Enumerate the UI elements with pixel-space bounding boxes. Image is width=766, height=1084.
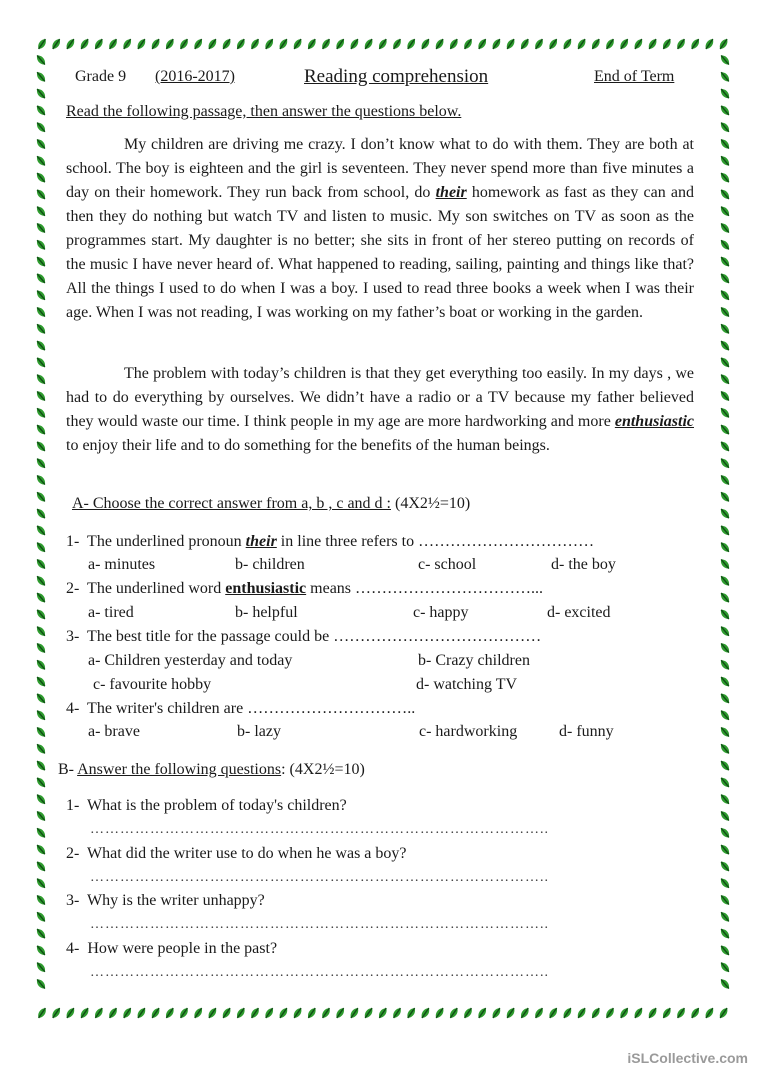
- leaf-ornament: [35, 524, 47, 537]
- leaf-ornament: [107, 37, 119, 50]
- leaf-ornament: [35, 457, 47, 470]
- leaf-ornament: [590, 37, 602, 50]
- question-number: 4-: [66, 940, 80, 957]
- q4-option-b[interactable]: b- lazy: [237, 723, 281, 740]
- leaf-ornament: [35, 893, 47, 906]
- leaf-ornament: [278, 37, 290, 50]
- leaf-ornament: [618, 37, 630, 50]
- leaf-ornament: [604, 37, 616, 50]
- leaf-ornament: [647, 37, 659, 50]
- leaf-ornament: [719, 692, 731, 705]
- leaf-ornament: [377, 1006, 389, 1019]
- leaf-ornament: [221, 37, 233, 50]
- question-4: [66, 700, 415, 718]
- p1-text-b: homework as fast as they can and then they do nothing but watch TV and listen to music. My son switches on TV as soon as the programmes start. My daughter is no better; she sits in front of her stereo putting on records of the music I have never heard of. What happened to reading, sailing, painting and things like that? All the things I used to do when I was a boy. I used to read three books a week when I was their age. When I was not reading, I was working on my father’s boat or working in the garden.: [66, 184, 695, 321]
- leaf-ornament: [207, 1006, 219, 1019]
- leaf-ornament: [235, 37, 247, 50]
- leaf-ornament: [719, 53, 731, 66]
- leaf-ornament: [363, 37, 375, 50]
- leaf-ornament: [633, 1006, 645, 1019]
- leaf-ornament: [35, 776, 47, 789]
- leaf-ornament: [35, 507, 47, 520]
- leaf-ornament: [476, 1006, 488, 1019]
- p2-text-a: The problem with today’s children is that they get everything too easily. In my days , we had to do everything by ourselves. We didn’t have a radio or a TV because my father believed they would waste our time. I think people in my age are more hardworking and more: [66, 365, 694, 430]
- open-question-4: [66, 940, 277, 958]
- leaf-ornament: [35, 356, 47, 369]
- leaf-ornament: [719, 272, 731, 285]
- leaf-ornament: [164, 37, 176, 50]
- leaf-ornament: [35, 322, 47, 335]
- term-label: End of Term: [594, 68, 675, 85]
- question-2: [66, 580, 543, 598]
- leaf-ornament: [35, 305, 47, 318]
- leaf-ornament: [235, 1006, 247, 1019]
- leaf-ornament: [50, 37, 62, 50]
- leaf-ornament: [35, 104, 47, 117]
- leaf-ornament: [562, 37, 574, 50]
- leaf-ornament: [35, 910, 47, 923]
- leaf-ornament: [363, 1006, 375, 1019]
- leaf-ornament: [719, 406, 731, 419]
- leaf-ornament: [719, 541, 731, 554]
- leaf-ornament: [35, 793, 47, 806]
- leaf-ornament: [121, 37, 133, 50]
- p1-text-a: My children are driving me crazy. I don’t know what to do with them. They are both at school. The boy is eighteen and the girl is seventeen. They never spend more than five minutes a day on their homework. They run back from school, do: [66, 136, 694, 201]
- q3-option-d[interactable]: d- watching TV: [416, 676, 518, 693]
- question-number: 3-: [66, 628, 80, 645]
- leaf-ornament: [391, 1006, 403, 1019]
- leaf-ornament: [405, 1006, 417, 1019]
- leaf-ornament: [719, 440, 731, 453]
- leaf-ornament: [136, 1006, 148, 1019]
- leaf-ornament: [719, 87, 731, 100]
- question-text: How were people in the past?: [87, 940, 278, 957]
- leaf-ornament: [334, 37, 346, 50]
- leaf-ornament: [719, 709, 731, 722]
- question-number: 1-: [66, 533, 80, 550]
- leaf-ornament: [35, 423, 47, 436]
- leaf-ornament: [35, 87, 47, 100]
- watermark: iSLCollective.com: [627, 1050, 748, 1066]
- leaf-ornament: [647, 1006, 659, 1019]
- leaf-ornament: [533, 37, 545, 50]
- leaf-ornament: [306, 37, 318, 50]
- q1-option-a[interactable]: a- minutes: [88, 556, 156, 573]
- question-number: 2-: [66, 845, 80, 862]
- leaf-ornament: [719, 860, 731, 873]
- leaf-ornament: [249, 37, 261, 50]
- leaf-ornament: [292, 37, 304, 50]
- leaf-ornament: [178, 1006, 190, 1019]
- question-number: 4-: [66, 700, 80, 717]
- question-number: 3-: [66, 892, 80, 909]
- leaf-ornament: [719, 322, 731, 335]
- leaf-ornament: [35, 927, 47, 940]
- leaf-ornament: [93, 1006, 105, 1019]
- leaf-ornament: [35, 625, 47, 638]
- leaf-ornament: [35, 70, 47, 83]
- question-text: The best title for the passage could be …………………………………: [87, 628, 542, 645]
- leaf-ornament: [719, 944, 731, 957]
- leaf-ornament: [505, 1006, 517, 1019]
- leaf-ornament: [35, 608, 47, 621]
- leaf-ornament: [35, 289, 47, 302]
- question-1: [66, 533, 594, 551]
- leaf-ornament: [718, 37, 730, 50]
- leaf-ornament: [719, 524, 731, 537]
- leaf-ornament: [491, 37, 503, 50]
- leaf-ornament: [306, 1006, 318, 1019]
- answer-line-1[interactable]: ………………………………………………………………………………..: [90, 822, 549, 837]
- leaf-ornament: [35, 591, 47, 604]
- leaf-ornament: [35, 272, 47, 285]
- leaf-ornament: [719, 742, 731, 755]
- leaf-ornament: [719, 877, 731, 890]
- leaf-ornament: [136, 37, 148, 50]
- leaf-ornament: [35, 826, 47, 839]
- leaf-ornament: [719, 221, 731, 234]
- leaf-ornament: [178, 37, 190, 50]
- leaf-ornament: [35, 440, 47, 453]
- q1-option-b[interactable]: b- children: [235, 556, 305, 573]
- question-3: [66, 628, 541, 646]
- leaf-ornament: [35, 188, 47, 201]
- leaf-ornament: [719, 389, 731, 402]
- leaf-ornament: [719, 977, 731, 990]
- leaf-ornament: [377, 37, 389, 50]
- leaf-ornament: [263, 1006, 275, 1019]
- leaf-ornament: [533, 1006, 545, 1019]
- question-text: The underlined word: [87, 580, 226, 597]
- school-year: (2016-2017): [155, 68, 235, 85]
- q4-option-a[interactable]: a- brave: [88, 723, 140, 740]
- leaf-ornament: [35, 574, 47, 587]
- leaf-ornament: [719, 70, 731, 83]
- leaf-ornament: [689, 37, 701, 50]
- leaf-ornament: [719, 625, 731, 638]
- leaf-ornament: [505, 37, 517, 50]
- page-title: Reading comprehension: [304, 66, 489, 87]
- section-b-score: : (4X2½=10): [281, 761, 365, 778]
- leaf-ornament: [448, 1006, 460, 1019]
- underlined-pronoun: their: [435, 184, 467, 201]
- leaf-ornament: [320, 37, 332, 50]
- leaf-ornament: [263, 37, 275, 50]
- leaf-ornament: [35, 944, 47, 957]
- question-number: 2-: [66, 580, 80, 597]
- leaf-ornament: [292, 1006, 304, 1019]
- leaf-ornament: [349, 37, 361, 50]
- leaf-ornament: [590, 1006, 602, 1019]
- question-number: 1-: [66, 797, 80, 814]
- leaf-ornament: [719, 961, 731, 974]
- leaf-ornament: [35, 658, 47, 671]
- leaf-ornament: [405, 37, 417, 50]
- leaf-ornament: [719, 557, 731, 570]
- leaf-ornament: [719, 356, 731, 369]
- leaf-ornament: [476, 37, 488, 50]
- leaf-ornament: [719, 893, 731, 906]
- leaf-ornament: [719, 490, 731, 503]
- leaf-ornament: [689, 1006, 701, 1019]
- leaf-ornament: [719, 373, 731, 386]
- leaf-ornament: [35, 809, 47, 822]
- leaf-ornament: [35, 137, 47, 150]
- leaf-ornament: [576, 37, 588, 50]
- leaf-ornament: [719, 171, 731, 184]
- section-b-title: Answer the following questions: [77, 761, 282, 778]
- leaf-ornament: [675, 37, 687, 50]
- leaf-ornament: [207, 37, 219, 50]
- leaf-ornament: [35, 742, 47, 755]
- q3-option-b[interactable]: b- Crazy children: [418, 652, 530, 669]
- leaf-ornament: [93, 37, 105, 50]
- leaf-ornament: [320, 1006, 332, 1019]
- leaf-ornament: [35, 255, 47, 268]
- leaf-ornament: [719, 121, 731, 134]
- q4-option-d[interactable]: d- funny: [559, 723, 614, 740]
- leaf-ornament: [519, 37, 531, 50]
- leaf-ornament: [719, 809, 731, 822]
- leaf-ornament: [718, 1006, 730, 1019]
- leaf-ornament: [391, 37, 403, 50]
- leaf-ornament: [35, 389, 47, 402]
- leaf-ornament: [719, 675, 731, 688]
- passage-paragraph-1: [66, 133, 694, 325]
- leaf-ornament: [35, 877, 47, 890]
- leaf-ornament: [491, 1006, 503, 1019]
- q4-option-c[interactable]: c- hardworking: [419, 723, 518, 740]
- leaf-ornament: [661, 1006, 673, 1019]
- leaf-ornament: [448, 37, 460, 50]
- leaf-ornament: [192, 37, 204, 50]
- leaf-ornament: [249, 1006, 261, 1019]
- leaf-ornament: [35, 53, 47, 66]
- leaf-ornament: [547, 1006, 559, 1019]
- section-b-prefix: B-: [58, 761, 78, 778]
- section-b-heading: [58, 761, 365, 779]
- leaf-ornament: [704, 1006, 716, 1019]
- leaf-ornament: [719, 843, 731, 856]
- leaf-ornament: [35, 675, 47, 688]
- leaf-ornament: [278, 1006, 290, 1019]
- leaf-ornament: [604, 1006, 616, 1019]
- leaf-ornament: [719, 658, 731, 671]
- leaf-ornament: [35, 961, 47, 974]
- q3-option-c[interactable]: c- favourite hobby: [93, 676, 212, 693]
- leaf-ornament: [719, 457, 731, 470]
- leaf-ornament: [719, 574, 731, 587]
- question-blank: in line three refers to ……………………………: [276, 533, 595, 550]
- leaf-ornament: [35, 121, 47, 134]
- leaf-ornament: [79, 37, 91, 50]
- leaf-ornament: [719, 608, 731, 621]
- section-a-score: (4X2½=10): [391, 495, 471, 512]
- leaf-ornament: [719, 507, 731, 520]
- leaf-ornament: [719, 104, 731, 117]
- leaf-ornament: [79, 1006, 91, 1019]
- grade-label: Grade 9: [75, 68, 127, 85]
- leaf-ornament: [35, 490, 47, 503]
- leaf-ornament: [719, 205, 731, 218]
- leaf-ornament: [719, 725, 731, 738]
- leaf-ornament: [35, 221, 47, 234]
- leaf-ornament: [719, 289, 731, 302]
- leaf-ornament: [35, 541, 47, 554]
- leaf-ornament: [36, 1006, 48, 1019]
- leaf-ornament: [576, 1006, 588, 1019]
- answer-line-2[interactable]: ………………………………………………………………………………..: [90, 870, 549, 885]
- leaf-ornament: [334, 1006, 346, 1019]
- leaf-ornament: [434, 1006, 446, 1019]
- leaf-ornament: [675, 1006, 687, 1019]
- leaf-ornament: [35, 843, 47, 856]
- question-blank: means ……………………………...: [306, 580, 544, 597]
- leaf-ornament: [719, 423, 731, 436]
- leaf-ornament: [50, 1006, 62, 1019]
- q2-option-d[interactable]: d- excited: [547, 604, 611, 621]
- leaf-ornament: [519, 1006, 531, 1019]
- leaf-ornament: [35, 238, 47, 251]
- leaf-ornament: [633, 37, 645, 50]
- leaf-ornament: [35, 860, 47, 873]
- p2-text-b: to enjoy their life and to do something for the benefits of the human beings.: [66, 437, 550, 454]
- leaf-ornament: [719, 927, 731, 940]
- leaf-ornament: [65, 1006, 77, 1019]
- leaf-ornament: [562, 1006, 574, 1019]
- leaf-ornament: [719, 255, 731, 268]
- leaf-ornament: [35, 154, 47, 167]
- leaf-ornament: [65, 37, 77, 50]
- leaf-ornament: [35, 205, 47, 218]
- question-keyword: enthusiastic: [225, 580, 307, 597]
- leaf-ornament: [719, 339, 731, 352]
- leaf-ornament: [719, 188, 731, 201]
- leaf-ornament: [35, 171, 47, 184]
- leaf-ornament: [150, 37, 162, 50]
- open-question-2: [66, 845, 407, 863]
- q2-option-c[interactable]: c- happy: [413, 604, 469, 621]
- leaf-ornament: [35, 725, 47, 738]
- answer-line-3[interactable]: ………………………………………………………………………………..: [90, 917, 549, 932]
- leaf-ornament: [434, 37, 446, 50]
- q2-option-b[interactable]: b- helpful: [235, 604, 298, 621]
- leaf-ornament: [35, 373, 47, 386]
- instruction: Read the following passage, then answer the questions below.: [66, 103, 462, 120]
- leaf-ornament: [35, 977, 47, 990]
- leaf-ornament: [719, 759, 731, 772]
- leaf-ornament: [35, 339, 47, 352]
- leaf-ornament: [719, 137, 731, 150]
- leaf-ornament: [661, 37, 673, 50]
- leaf-ornament: [121, 1006, 133, 1019]
- leaf-ornament: [35, 692, 47, 705]
- leaf-ornament: [349, 1006, 361, 1019]
- leaf-ornament: [618, 1006, 630, 1019]
- leaf-ornament: [35, 759, 47, 772]
- leaf-ornament: [719, 473, 731, 486]
- leaf-ornament: [35, 406, 47, 419]
- leaf-ornament: [704, 37, 716, 50]
- leaf-ornament: [420, 37, 432, 50]
- leaf-ornament: [192, 1006, 204, 1019]
- passage-paragraph-2: [66, 362, 694, 458]
- leaf-ornament: [35, 709, 47, 722]
- q2-option-a[interactable]: a- tired: [88, 604, 134, 621]
- leaf-ornament: [719, 910, 731, 923]
- q1-option-c[interactable]: c- school: [418, 556, 477, 573]
- section-a-heading: [72, 495, 470, 513]
- leaf-ornament: [36, 37, 48, 50]
- leaf-ornament: [719, 641, 731, 654]
- leaf-ornament: [462, 37, 474, 50]
- leaf-ornament: [719, 305, 731, 318]
- question-text: The writer's children are …………………………..: [87, 700, 416, 717]
- leaf-ornament: [35, 473, 47, 486]
- leaf-ornament: [719, 154, 731, 167]
- leaf-ornament: [35, 557, 47, 570]
- q1-option-d[interactable]: d- the boy: [551, 556, 616, 573]
- question-text: What did the writer use to do when he was a boy?: [87, 845, 407, 862]
- leaf-ornament: [719, 826, 731, 839]
- question-text: The underlined pronoun: [87, 533, 246, 550]
- leaf-ornament: [221, 1006, 233, 1019]
- question-keyword: their: [245, 533, 277, 550]
- leaf-ornament: [547, 37, 559, 50]
- open-question-1: [66, 797, 347, 815]
- leaf-ornament: [420, 1006, 432, 1019]
- leaf-ornament: [35, 641, 47, 654]
- open-question-3: [66, 892, 265, 910]
- underlined-word: enthusiastic: [614, 413, 694, 430]
- leaf-ornament: [719, 776, 731, 789]
- leaf-ornament: [719, 238, 731, 251]
- leaf-ornament: [107, 1006, 119, 1019]
- answer-line-4[interactable]: ………………………………………………………………………………..: [90, 965, 549, 980]
- question-text: What is the problem of today's children?: [87, 797, 347, 814]
- leaf-ornament: [462, 1006, 474, 1019]
- leaf-ornament: [150, 1006, 162, 1019]
- question-text: Why is the writer unhappy?: [87, 892, 265, 909]
- q3-option-a[interactable]: a- Children yesterday and today: [88, 652, 293, 669]
- section-a-title: A- Choose the correct answer from a, b , c and d :: [72, 495, 391, 512]
- leaf-ornament: [719, 793, 731, 806]
- leaf-ornament: [719, 591, 731, 604]
- leaf-ornament: [164, 1006, 176, 1019]
